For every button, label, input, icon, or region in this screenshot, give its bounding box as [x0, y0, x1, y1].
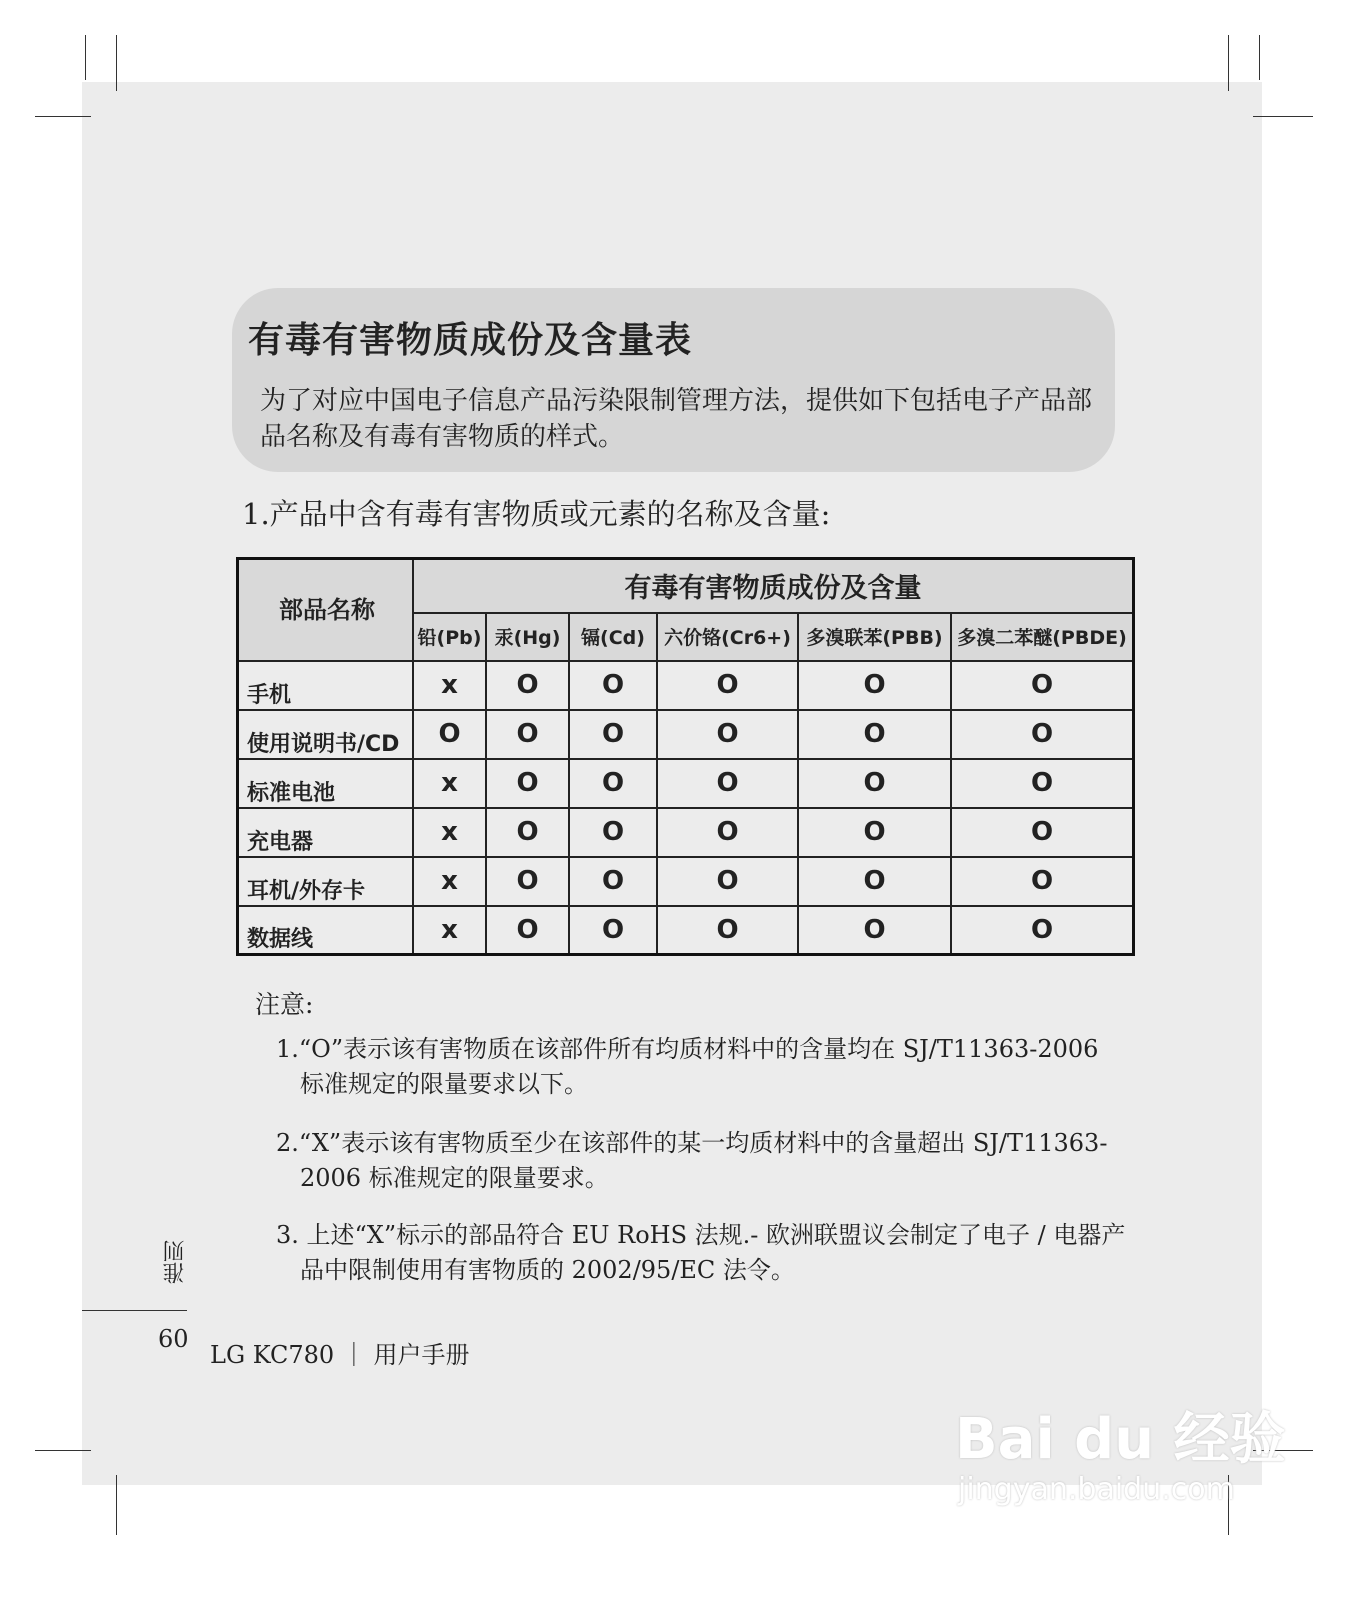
column-header: 多溴联苯(PBB) [798, 613, 951, 661]
column-header: 汞(Hg) [486, 613, 569, 661]
manual-title: LG KC780 ｜ 用户手册 [210, 1341, 470, 1369]
baidu-watermark-url: jingyan.baidu.com [958, 1472, 1235, 1507]
section-title: 1.产品中含有毒有害物质或元素的名称及含量: [242, 497, 831, 531]
hazardous-substance-table [236, 557, 1135, 956]
substance-mark: x [413, 661, 486, 710]
substance-mark: O [486, 857, 569, 906]
column-header: 铅(Pb) [413, 613, 486, 661]
substance-mark: x [413, 857, 486, 906]
substance-mark: O [798, 808, 951, 857]
substance-mark: O [951, 857, 1134, 906]
page-number: 60 [158, 1325, 189, 1353]
substance-mark: O [798, 759, 951, 808]
note-1: 1.“O”表示该有害物质在该部件所有均质材料中的含量均在 SJ/T11363-2006 标准规定的限量要求以下。 [276, 1035, 1099, 1098]
substance-mark: O [486, 710, 569, 759]
substance-mark: O [569, 661, 657, 710]
substance-mark: O [951, 710, 1134, 759]
substance-mark: O [798, 661, 951, 710]
substance-mark: O [657, 661, 798, 710]
substance-mark: O [486, 808, 569, 857]
substance-mark: O [569, 857, 657, 906]
substance-mark: O [951, 759, 1134, 808]
baidu-watermark-logo: Bai du 经验 [955, 1407, 1286, 1472]
part-name: 耳机/外存卡 [238, 857, 414, 906]
notes-label: 注意: [255, 990, 314, 1019]
table-row [238, 906, 1134, 955]
substance-mark: O [798, 710, 951, 759]
column-header: 多溴二苯醚(PBDE) [951, 613, 1134, 661]
column-header: 六价铬(Cr6+) [657, 613, 798, 661]
substance-group-header: 有毒有害物质成份及含量 [413, 559, 1134, 613]
substance-mark: O [569, 759, 657, 808]
substance-mark: O [486, 661, 569, 710]
substance-mark: O [951, 906, 1134, 955]
part-name-header: 部品名称 [238, 559, 414, 661]
substance-mark: O [798, 906, 951, 955]
substance-mark: O [657, 710, 798, 759]
intro-text: 为了对应中国电子信息产品污染限制管理方法，提供如下包括电子产品部品名称及有毒有害物质的样式。 [260, 386, 1093, 452]
crop-mark [1253, 116, 1313, 117]
part-name: 标准电池 [238, 759, 414, 808]
substance-mark: O [486, 759, 569, 808]
substance-mark: O [798, 857, 951, 906]
substance-mark: O [657, 808, 798, 857]
substance-mark: x [413, 906, 486, 955]
part-name: 使用说明书/CD [238, 710, 414, 759]
side-section-label: 准则 [163, 1240, 188, 1284]
substance-mark: O [951, 661, 1134, 710]
crop-mark [1259, 35, 1260, 80]
part-name: 手机 [238, 661, 414, 710]
crop-mark [85, 35, 86, 80]
crop-mark [35, 116, 91, 117]
column-header: 镉(Cd) [569, 613, 657, 661]
table-row [238, 710, 1134, 759]
substance-mark: O [657, 759, 798, 808]
crop-mark [116, 1475, 117, 1535]
crop-mark [1228, 35, 1229, 91]
substance-mark: O [413, 710, 486, 759]
note-3: 3. 上述“X”标示的部品符合 EU RoHS 法规.- 欧洲联盟议会制定了电子 / 电器产品中限制使用有害物质的 2002/95/EC 法令。 [276, 1221, 1126, 1284]
substance-mark: O [569, 808, 657, 857]
substance-mark: x [413, 759, 486, 808]
table-row [238, 857, 1134, 906]
substance-mark: O [657, 857, 798, 906]
part-name: 充电器 [238, 808, 414, 857]
substance-mark: x [413, 808, 486, 857]
substance-mark: O [951, 808, 1134, 857]
note-2: 2.“X”表示该有害物质至少在该部件的某一均质材料中的含量超出 SJ/T11363-2006 标准规定的限量要求。 [276, 1129, 1108, 1192]
table-row [238, 661, 1134, 710]
substance-mark: O [569, 906, 657, 955]
part-name: 数据线 [238, 906, 414, 955]
substance-mark: O [486, 906, 569, 955]
crop-mark [35, 1450, 91, 1451]
substance-mark: O [569, 710, 657, 759]
table-row [238, 808, 1134, 857]
table-row [238, 759, 1134, 808]
page-title: 有毒有害物质成份及含量表 [248, 320, 693, 361]
substance-mark: O [657, 906, 798, 955]
crop-mark [116, 35, 117, 91]
divider [82, 1310, 187, 1311]
